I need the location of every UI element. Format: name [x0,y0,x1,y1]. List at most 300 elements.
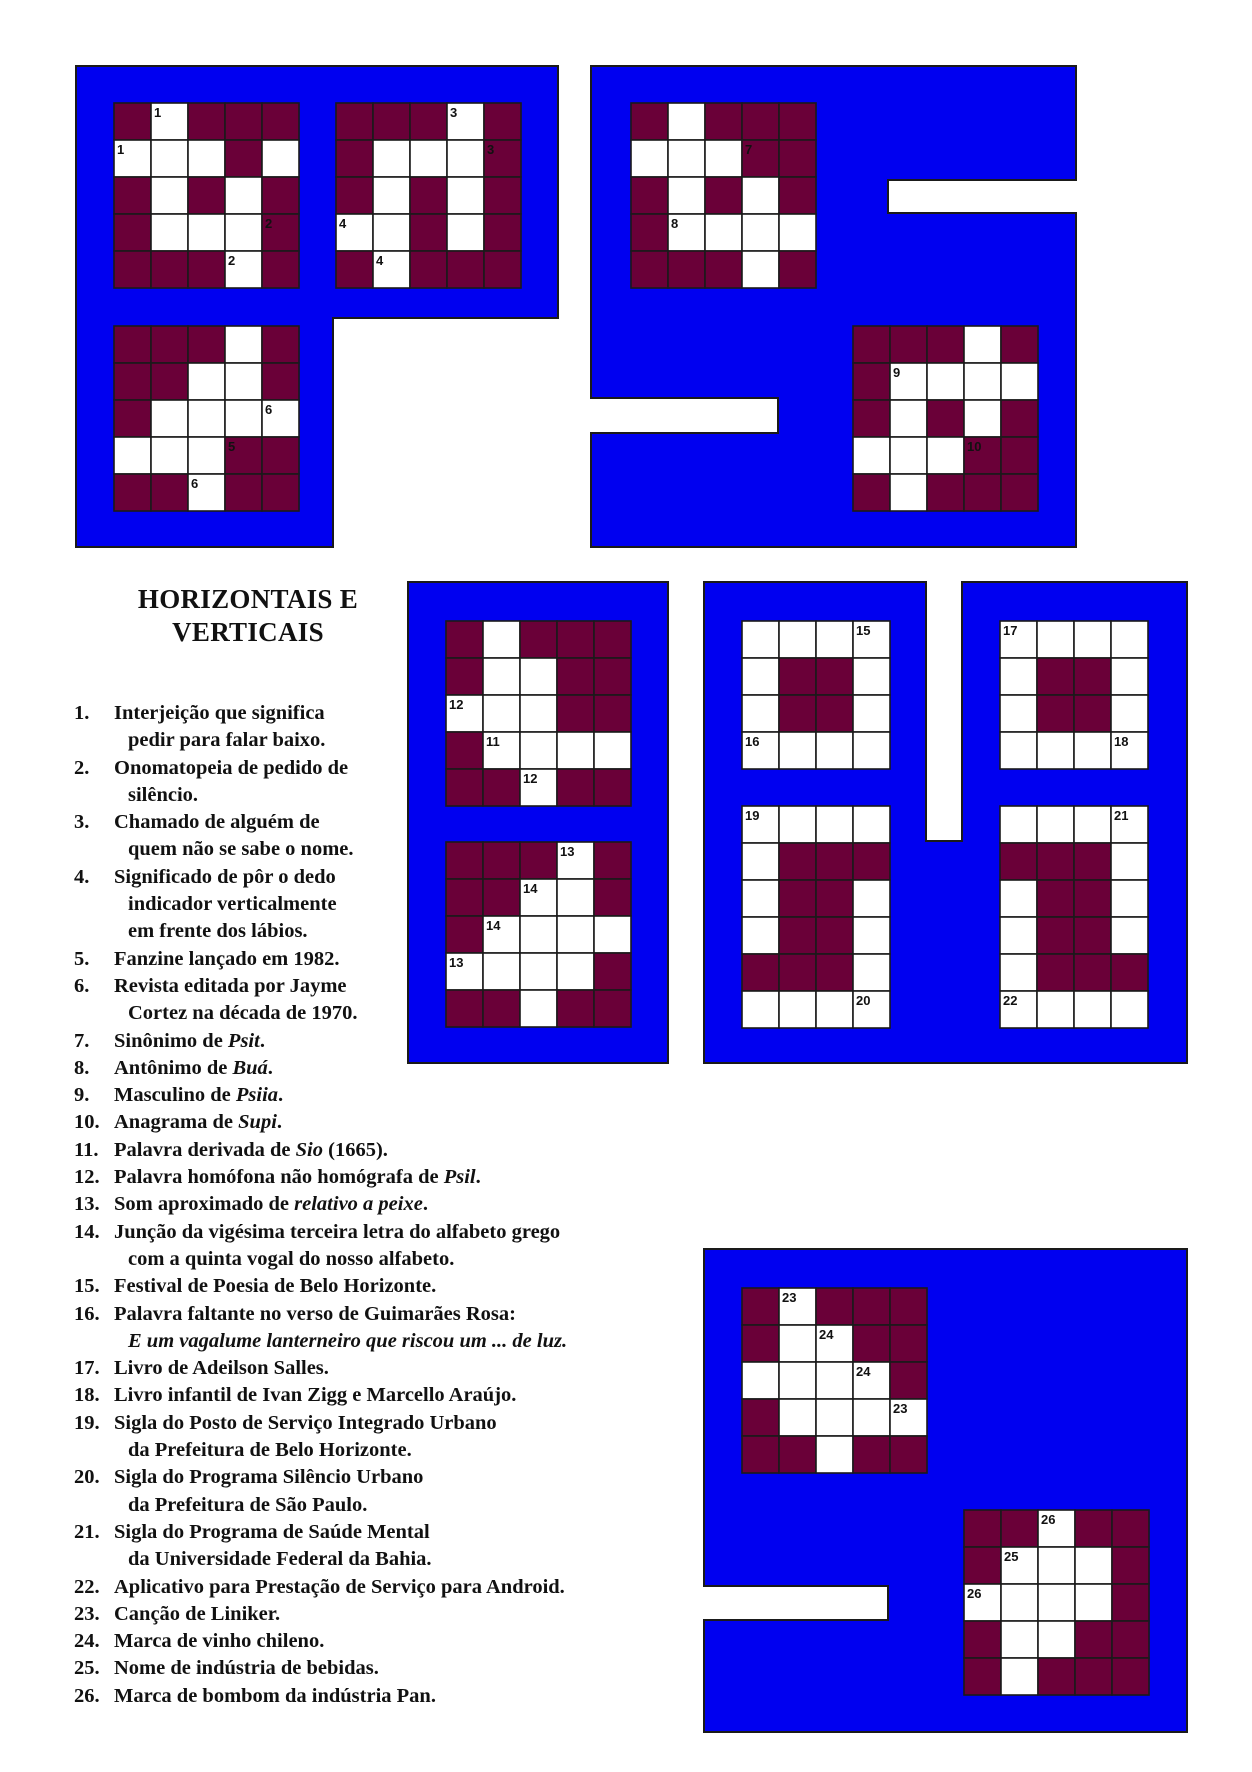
answer-cell[interactable] [853,880,890,917]
answer-cell[interactable] [779,214,816,251]
answer-cell[interactable] [225,400,262,437]
black-cell [1074,695,1111,732]
clue-number: 7. [74,1029,90,1052]
black-cell [373,103,410,140]
grid-12 [742,1288,927,1473]
black-cell [853,326,890,363]
clue-item [72,1464,672,1519]
black-cell [779,954,816,991]
black-cell [853,363,890,400]
black-cell [114,103,151,140]
black-cell [594,621,631,658]
grid-1 [114,103,299,288]
answer-cell[interactable] [964,326,1001,363]
clue-text-suffix: (1665). [323,1138,388,1161]
clue-number: 15. [74,1275,100,1298]
answer-cell[interactable] [742,621,779,658]
clue-text-suffix: . [276,1111,283,1134]
answer-cell[interactable] [1038,1547,1075,1584]
answer-cell[interactable] [188,363,225,400]
black-cell [1074,843,1111,880]
black-cell [1112,1547,1149,1584]
black-cell [779,103,816,140]
clue-item [72,1655,672,1682]
answer-cell[interactable] [262,140,299,177]
answer-cell[interactable] [447,214,484,251]
clue-item [72,1355,672,1382]
clue-item [72,700,672,755]
answer-cell[interactable] [1037,621,1074,658]
black-cell [705,177,742,214]
clue-number: 17. [74,1357,100,1380]
answer-cell[interactable] [447,140,484,177]
black-cell [1112,1584,1149,1621]
black-cell [188,326,225,363]
answer-cell[interactable] [816,806,853,843]
answer-cell[interactable] [1000,732,1037,769]
clue-number-label: 26 [1041,1512,1056,1527]
answer-cell[interactable] [447,177,484,214]
answer-cell[interactable] [742,1362,779,1399]
answer-cell[interactable] [1001,1658,1038,1695]
black-cell [151,474,188,511]
answer-cell[interactable] [1037,991,1074,1028]
clue-number: 19. [74,1411,100,1434]
answer-cell[interactable] [1001,1621,1038,1658]
clue-italic-verse: E um vagalume lanterneiro que riscou um ... de luz. [128,1329,568,1352]
answer-cell[interactable] [779,991,816,1028]
black-cell [410,177,447,214]
clue-text: Marca de vinho chileno. [114,1630,325,1653]
clue-italic-term: Psit [227,1029,260,1052]
answer-cell[interactable] [890,400,927,437]
clue-item [72,755,672,810]
clue-item [72,1137,672,1164]
clue-item [72,864,672,946]
black-cell [631,103,668,140]
black-cell [1038,1658,1075,1695]
black-cell [1112,1621,1149,1658]
clue-item [72,1055,672,1082]
grid-8 [742,621,890,769]
answer-cell[interactable] [779,1362,816,1399]
clue-text: Marca de bombom da indústria Pan. [114,1684,436,1707]
clue-text-continuation: silêncio. [128,783,199,806]
answer-cell[interactable] [1074,991,1111,1028]
answer-cell[interactable] [742,177,779,214]
black-cell [816,843,853,880]
clues-title-line1: HORIZONTAIS E [137,584,359,614]
clue-number: 26. [74,1684,100,1707]
clue-verse-quote [114,1328,672,1355]
black-cell [779,1436,816,1473]
black-cell [816,1288,853,1325]
answer-cell[interactable] [1000,658,1037,695]
answer-cell[interactable] [225,326,262,363]
answer-cell[interactable] [188,400,225,437]
answer-cell[interactable] [410,140,447,177]
clue-text-continuation: quem não se sabe o nome. [128,838,354,861]
answer-cell[interactable] [742,251,779,288]
black-cell [1001,474,1038,511]
black-cell [742,1399,779,1436]
clue-text-suffix: . [475,1166,481,1189]
black-cell [484,177,521,214]
black-cell [151,326,188,363]
black-cell [816,880,853,917]
answer-cell[interactable] [742,658,779,695]
clue-item [72,1301,672,1356]
answer-cell[interactable] [779,806,816,843]
black-cell [927,400,964,437]
clue-text: Onomatopeia de pedido de [114,756,349,779]
answer-cell[interactable] [964,400,1001,437]
answer-cell[interactable] [188,437,225,474]
clue-number-label: 16 [745,734,760,749]
answer-cell[interactable] [705,140,742,177]
answer-cell[interactable] [1001,1584,1038,1621]
clue-number-label: 3 [487,142,495,157]
answer-cell[interactable] [483,658,520,695]
clue-text: Sinônimo de [114,1029,228,1052]
black-cell [446,658,483,695]
clue-number-label: 22 [1003,993,1018,1008]
clue-number-label: 2 [265,216,273,231]
answer-cell[interactable] [742,880,779,917]
answer-cell[interactable] [853,917,890,954]
black-cell [151,363,188,400]
black-cell [484,103,521,140]
answer-cell[interactable] [1075,1584,1112,1621]
answer-cell[interactable] [1111,917,1148,954]
clue-text: Anagrama de [114,1111,239,1134]
black-cell [1037,658,1074,695]
answer-cell[interactable] [1111,621,1148,658]
black-cell [964,474,1001,511]
clue-number-label: 1 [117,142,125,157]
clue-number-label: 20 [856,993,871,1008]
answer-cell[interactable] [1000,954,1037,991]
black-cell [1074,954,1111,991]
clue-number-label: 17 [1003,623,1018,638]
answer-cell[interactable] [151,177,188,214]
black-cell [484,251,521,288]
clue-number-label: 6 [265,402,273,417]
answer-cell[interactable] [742,214,779,251]
clue-number-label: 2 [228,253,236,268]
answer-cell[interactable] [964,363,1001,400]
clue-item [72,809,672,864]
answer-cell[interactable] [927,437,964,474]
clue-text: Palavra derivada de [114,1138,296,1161]
clue-number: 25. [74,1657,100,1680]
clue-text-continuation: Cortez na década de 1970. [128,1002,358,1025]
clue-text: Fanzine lançado em 1982. [114,947,340,970]
answer-cell[interactable] [225,214,262,251]
black-cell [188,177,225,214]
black-cell [114,363,151,400]
clue-text: Palavra homófona não homógrafa de [114,1166,444,1189]
black-cell [1001,400,1038,437]
answer-cell[interactable] [779,1325,816,1362]
clue-text: Nome de indústria de bebidas. [114,1657,379,1680]
black-cell [225,140,262,177]
black-cell [1000,843,1037,880]
clues-title [118,583,378,649]
answer-cell[interactable] [742,991,779,1028]
black-cell [262,474,299,511]
answer-cell[interactable] [1111,695,1148,732]
answer-cell[interactable] [188,140,225,177]
answer-cell[interactable] [483,621,520,658]
black-cell [964,1658,1001,1695]
clue-number: 11. [74,1138,99,1161]
answer-cell[interactable] [742,843,779,880]
clue-text: Sigla do Posto de Serviço Integrado Urbano [114,1411,497,1434]
black-cell [262,363,299,400]
answer-cell[interactable] [225,177,262,214]
answer-cell[interactable] [1037,732,1074,769]
clue-number: 18. [74,1384,100,1407]
black-cell [410,251,447,288]
black-cell [594,658,631,695]
black-cell [262,103,299,140]
black-cell [114,214,151,251]
clue-item [72,1273,672,1300]
answer-cell[interactable] [1000,695,1037,732]
clue-number-label: 14 [523,881,538,896]
black-cell [262,437,299,474]
clue-italic-term: Buá [232,1056,268,1079]
black-cell [853,843,890,880]
answer-cell[interactable] [1000,917,1037,954]
answer-cell[interactable] [668,177,705,214]
answer-cell[interactable] [742,917,779,954]
clue-number-label: 1 [154,105,162,120]
answer-cell[interactable] [816,991,853,1028]
answer-cell[interactable] [853,806,890,843]
black-cell [964,1621,1001,1658]
clue-number-label: 24 [819,1327,834,1342]
clue-number-label: 4 [339,216,347,231]
answer-cell[interactable] [151,437,188,474]
answer-cell[interactable] [890,474,927,511]
answer-cell[interactable] [1075,1547,1112,1584]
clue-number: 10. [74,1111,100,1134]
answer-cell[interactable] [816,621,853,658]
clue-italic-term: Sio [295,1138,323,1161]
answer-cell[interactable] [373,214,410,251]
answer-cell[interactable] [151,214,188,251]
black-cell [114,474,151,511]
black-cell [779,177,816,214]
clue-text: Significado de pôr o dedo [114,865,336,888]
answer-cell[interactable] [188,214,225,251]
answer-cell[interactable] [373,177,410,214]
answer-cell[interactable] [816,1362,853,1399]
black-cell [336,251,373,288]
answer-cell[interactable] [816,1436,853,1473]
clue-text: Interjeição que significa [114,702,325,724]
black-cell [557,621,594,658]
answer-cell[interactable] [225,363,262,400]
clue-number-label: 23 [782,1290,797,1305]
black-cell [779,251,816,288]
clue-number-label: 3 [450,105,458,120]
clue-text: Antônimo de [114,1056,233,1079]
answer-cell[interactable] [705,214,742,251]
answer-cell[interactable] [779,732,816,769]
black-cell [114,326,151,363]
clue-item [72,946,672,973]
black-cell [742,103,779,140]
black-cell [816,954,853,991]
black-cell [151,251,188,288]
clue-item [72,1410,672,1465]
clue-number-label: 12 [449,697,464,712]
answer-cell[interactable] [631,140,668,177]
clue-text: Festival de Poesia de Belo Horizonte. [114,1275,437,1298]
answer-cell[interactable] [668,103,705,140]
answer-cell[interactable] [927,363,964,400]
black-cell [816,917,853,954]
black-cell [1074,917,1111,954]
answer-cell[interactable] [853,437,890,474]
answer-cell[interactable] [1111,843,1148,880]
black-cell [336,177,373,214]
answer-cell[interactable] [1074,621,1111,658]
answer-cell[interactable] [816,1399,853,1436]
clue-number: 16. [74,1302,100,1325]
clue-italic-term: Psil [443,1166,476,1189]
black-cell [631,251,668,288]
black-cell [742,1325,779,1362]
clue-text-continuation: da Prefeitura de Belo Horizonte. [128,1439,412,1462]
black-cell [779,658,816,695]
black-cell [188,103,225,140]
answer-cell[interactable] [114,437,151,474]
answer-cell[interactable] [779,621,816,658]
answer-cell[interactable] [853,658,890,695]
grid-5 [853,326,1038,511]
clue-number: 2. [74,756,90,779]
answer-cell[interactable] [1074,732,1111,769]
answer-cell[interactable] [853,954,890,991]
black-cell [853,474,890,511]
clue-text: Aplicativo para Prestação de Serviço para Android. [114,1575,565,1598]
answer-cell[interactable] [1037,806,1074,843]
answer-cell[interactable] [816,732,853,769]
black-cell [1001,326,1038,363]
answer-cell[interactable] [853,1399,890,1436]
answer-cell[interactable] [1111,991,1148,1028]
black-cell [114,251,151,288]
answer-cell[interactable] [853,732,890,769]
clue-text-suffix: . [278,1084,284,1107]
clue-text-continuation: da Prefeitura de São Paulo. [128,1493,368,1516]
black-cell [853,400,890,437]
answer-cell[interactable] [1111,880,1148,917]
clue-number-label: 6 [191,476,199,491]
grid-9 [1000,621,1148,769]
black-cell [484,214,521,251]
black-cell [1001,437,1038,474]
clue-number-label: 13 [449,955,464,970]
answer-cell[interactable] [1000,806,1037,843]
clue-number-label: 25 [1004,1549,1019,1564]
black-cell [262,177,299,214]
clue-number-label: 23 [893,1401,908,1416]
answer-cell[interactable] [151,400,188,437]
black-cell [1037,880,1074,917]
clue-text: Masculino de [114,1084,236,1107]
black-cell [1037,917,1074,954]
black-cell [1075,1621,1112,1658]
black-cell [853,1325,890,1362]
clue-number-label: 8 [671,216,679,231]
black-cell [742,1436,779,1473]
answer-cell[interactable] [1111,658,1148,695]
clue-number: 6. [74,974,90,997]
clue-number: 8. [74,1056,90,1079]
answer-cell[interactable] [1038,1584,1075,1621]
black-cell [890,1325,927,1362]
grid-4 [631,103,816,288]
answer-cell[interactable] [742,695,779,732]
black-cell [1037,843,1074,880]
clue-text-suffix: . [422,1193,428,1216]
answer-cell[interactable] [151,140,188,177]
black-cell [262,326,299,363]
answer-cell[interactable] [668,140,705,177]
answer-cell[interactable] [853,695,890,732]
black-cell [631,177,668,214]
answer-cell[interactable] [373,140,410,177]
clue-item [72,1519,672,1574]
black-cell [1037,954,1074,991]
black-cell [1112,1510,1149,1547]
grid-3 [114,326,299,511]
answer-cell[interactable] [890,437,927,474]
answer-cell[interactable] [1000,880,1037,917]
answer-cell[interactable] [520,658,557,695]
answer-cell[interactable] [779,1399,816,1436]
black-cell [446,621,483,658]
black-cell [336,103,373,140]
clue-number: 21. [74,1520,100,1543]
black-cell [410,103,447,140]
black-cell [520,621,557,658]
clue-italic-term: Psiia [235,1084,279,1107]
black-cell [779,917,816,954]
answer-cell[interactable] [1074,806,1111,843]
clue-number: 22. [74,1575,100,1598]
black-cell [225,474,262,511]
black-cell [853,1288,890,1325]
black-cell [262,251,299,288]
answer-cell[interactable] [1038,1621,1075,1658]
clue-number-label: 14 [486,918,501,933]
clue-text: Revista editada por Jayme [114,974,347,997]
clue-item [72,1028,672,1055]
black-cell [668,251,705,288]
clue-text-continuation: com a quinta vogal do nosso alfabeto. [128,1247,455,1270]
answer-cell[interactable] [1001,363,1038,400]
black-cell [1112,1658,1149,1695]
black-cell [890,1362,927,1399]
grid-11 [1000,806,1148,1028]
black-cell [1074,658,1111,695]
